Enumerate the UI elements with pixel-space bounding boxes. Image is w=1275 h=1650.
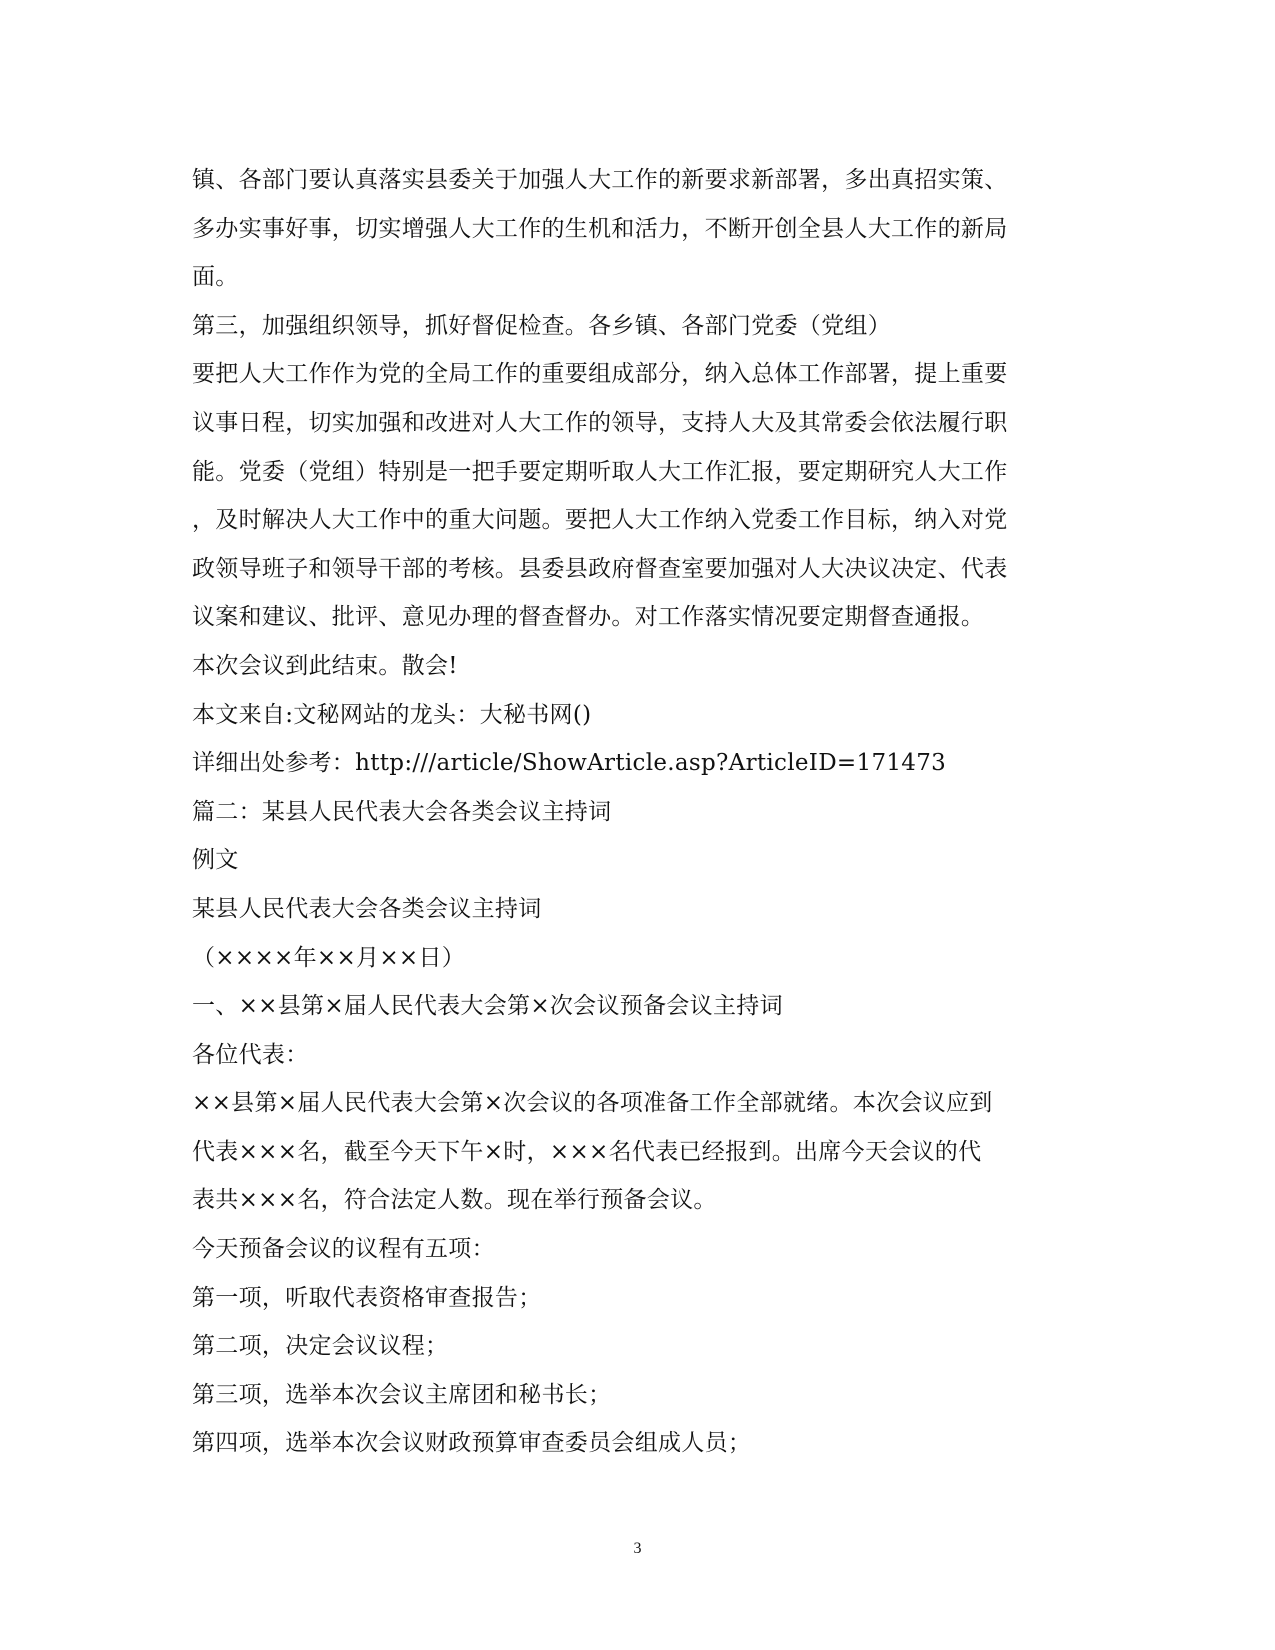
agenda-item: 第四项，选举本次会议财政预算审查委员会组成人员；: [192, 1430, 752, 1457]
agenda-item: 第一项，听取代表资格审查报告；: [192, 1284, 542, 1311]
text-line: 今天预备会议的议程有五项：: [192, 1236, 495, 1263]
reference-line: 详细出处参考：http:///article/ShowArticle.asp?ArticleID=171473: [192, 750, 947, 777]
text-line: 例文: [192, 847, 239, 874]
text-line: 多办实事好事，切实增强人大工作的生机和活力，不断开创全县人大工作的新局: [192, 215, 1008, 242]
source-line: 本文来自:文秘网站的龙头：大秘书网(): [192, 701, 592, 728]
text-line: 表共×××名，符合法定人数。现在举行预备会议。: [192, 1187, 717, 1214]
text-line: 议案和建议、批评、意见办理的督查督办。对工作落实情况要定期督查通报。: [192, 604, 985, 631]
text-line: 面。: [192, 264, 239, 291]
document-title: 某县人民代表大会各类会议主持词: [192, 895, 542, 922]
text-line: 议事日程，切实加强和改进对人大工作的领导，支持人大及其常委会依法履行职: [192, 409, 1008, 436]
text-line: 第三，加强组织领导，抓好督促检查。各乡镇、各部门党委（党组）: [192, 312, 891, 339]
agenda-item: 第三项，选举本次会议主席团和秘书长；: [192, 1381, 612, 1408]
text-line: 能。党委（党组）特别是一把手要定期听取人大工作汇报，要定期研究人大工作: [192, 458, 1008, 485]
text-line: 要把人大工作作为党的全局工作的重要组成部分，纳入总体工作部署，提上重要: [192, 361, 1008, 388]
subsection-heading: 一、××县第×届人民代表大会第×次会议预备会议主持词: [192, 993, 783, 1020]
salutation: 各位代表：: [192, 1041, 309, 1068]
date-line: （××××年××月××日）: [192, 944, 466, 971]
text-line: 本次会议到此结束。散会!: [192, 652, 458, 679]
body-text: [192, 156, 1072, 1468]
text-line: ××县第×届人民代表大会第×次会议的各项准备工作全部就绪。本次会议应到: [192, 1090, 993, 1117]
text-line: ，及时解决人大工作中的重大问题。要把人大工作纳入党委工作目标，纳入对党: [192, 507, 1008, 534]
text-line: 镇、各部门要认真落实县委关于加强人大工作的新要求新部署，多出真招实策、: [192, 167, 1008, 193]
page-number: 3: [633, 1540, 642, 1557]
text-line: 政领导班子和领导干部的考核。县委县政府督查室要加强对人大决议决定、代表: [192, 555, 1008, 582]
section-heading: 篇二：某县人民代表大会各类会议主持词: [192, 798, 612, 825]
agenda-item: 第二项，决定会议议程；: [192, 1333, 449, 1360]
text-line: 代表×××名，截至今天下午×时，×××名代表已经报到。出席今天会议的代: [192, 1138, 982, 1165]
